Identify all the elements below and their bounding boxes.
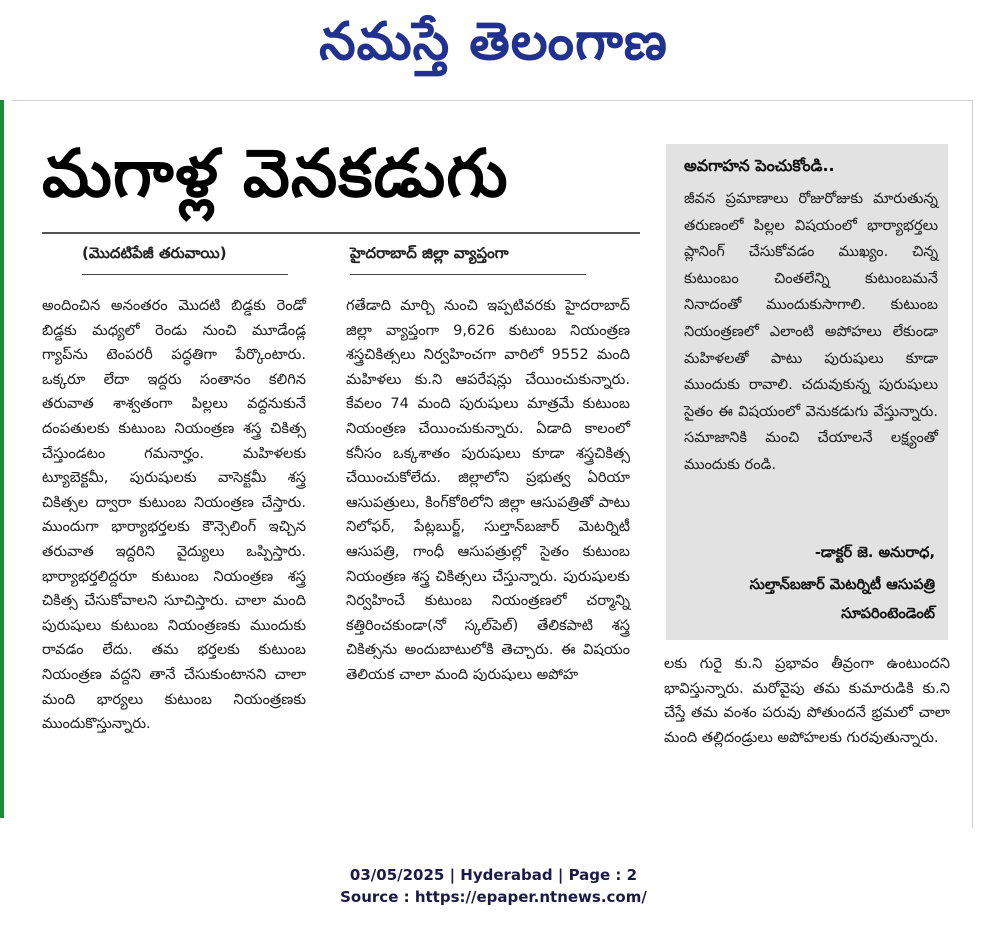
signature-org: సుల్తాన్‌బజార్ మెటర్నిటీ ఆసుపత్రి [749,576,935,593]
signature-role: సూపరింటెండెంట్ [841,605,935,622]
continued-label: (మొదటిపేజీ తరువాయి) [82,244,227,262]
footer-source-line: Source : https://epaper.ntnews.com/ [340,888,647,906]
article-column-3 [664,652,950,750]
masthead [0,2,987,82]
dateline: హైదరాబాద్ జిల్లా వ్యాప్తంగా [350,244,509,262]
right-divider [972,100,973,828]
dateline-underline [350,274,586,275]
continued-underline [82,274,288,275]
sidebar-title: అవగాహన పెంచుకోండి.. [684,156,835,175]
footer-date-line: 03/05/2025 | Hyderabad | Page : 2 [349,866,638,884]
top-divider [12,100,973,101]
sidebar-body: జీవన ప్రమాణాలు రోజురోజుకు మారుతున్న తరుణంలో పిల్లల విషయంలో భార్యాభర్తలు ప్లానింగ్ చేసుకోవడం ముఖ్యం. చిన్న కుటుంబం చింతలేన్ని కుటుంబమనే నినాదంతో ముందుకుసాగాలి. కుటుంబ నియంత్రణలో ఎలాంటి అపోహలు లేకుండా మహిళలతో పాటు పురుషులు కూడా ముందుకు రావాలి. చదువుకున్న పురుషులు సైతం ఈ విషయంలో వెనుకడుగు వేస్తున్నారు. సమాజానికి మంచి చేయాలనే లక్ష్యంతో ముందుకు రండి. [684,190,938,473]
signature-name: -డాక్టర్ జె. అనురాధ, [814,544,935,561]
newspaper-title: నమస్తే తెలంగాణ [319,11,668,72]
article-column-1 [42,294,306,737]
headline-underline [42,232,640,234]
column-2-text: గతేడాది మార్చి నుంచి ఇప్పటివరకు హైదరాబాద్ జిల్లా వ్యాప్తంగా 9,626 కుటుంబ నియంత్రణ శస్త్రచికిత్సలు నిర్వహించగా వారిలో 9552 మంది మహిళలు కు.ని ఆపరేషన్లు చేయించుకున్నారు. కేవలం 74 మంది పురుషులు మాత్రమే కుటుంబ నియంత్రణ చేయించుకున్నారు. ఏడాది కాలంలో కనీసం ఒక్కశాతం పురుషులు కూడా శస్త్రచికిత్స చేయించుకోలేదు. జిల్లాలోని ప్రభుత్వ ఏరియా ఆసుపత్రులు, కింగ్‌కోఠిలోని జిల్లా ఆసుపత్రితో పాటు నిలోఫర్, పేట్లబుర్జ్, సుల్తాన్‌బజార్ మెటర్నిటీ ఆసుపత్రి, గాంధీ ఆసుపత్రుల్లో సైతం కుటుంబ నియంత్రణ శస్త్ర చికిత్సలు చేస్తున్నారు. పురుషులకు నిర్వహించే కుటుంబ నియంత్రణలో చర్మాన్ని కత్తిరించకుండా(నో స్కల్‌పెల్) తేలికపాటి శస్త్ర చికిత్సను అందుబాటులోకి తెచ్చారు. ఈ విషయం తెలియక చాలా మంది పురుషులు అపోహ [346,297,630,683]
column-3-text: లకు గురై కు.ని ప్రభావం తీవ్రంగా ఉంటుందని భావిస్తున్నారు. మరోవైపు తమ కుమారుడికి కు.ని చేస్తే తమ వంశం పరువు పోతుందనే భ్రమలో చాలా మంది తల్లిదండ్రులు అపోహలకు గురవుతున్నారు. [664,655,950,746]
left-edge-rule [0,100,4,818]
article-headline: మగాళ్ల వెనకడుగు [42,135,509,212]
column-1-text: అందించిన అనంతరం మొదటి బిడ్డకు రెండో బిడ్డకు మధ్యలో రెండు నుంచి మూడేండ్ల గ్యాప్‌ను టెంపరరీ పద్ధతిగా పేర్కొంటారు. ఒక్కరూ లేదా ఇద్దరు సంతానం కలిగిన తరువాత శాశ్వతంగా పిల్లలు వద్దనుకునే దంపతులకు కుటుంబ నియంత్రణ శస్త్ర చికిత్స చేస్తుండటం గమనార్హం. మహిళలకు ట్యూబెక్టమీ, పురుషులకు వాసెక్టమీ శస్త్ర చికిత్సల ద్వారా కుటుంబ నియంత్రణ చేస్తారు. ముందుగా భార్యాభర్తలకు కౌన్సెలింగ్ ఇచ్చిన తరువాత ఇద్దరిని వైద్యులు ఒప్పిస్తారు. భార్యాభర్తలిద్దరూ కుటుంబ నియంత్రణ శస్త్ర చికిత్స చేసుకోవాలని సూచిస్తారు. చాలా మంది పురుషులు కుటుంబ నియంత్రణకు ముందుకు రావడం లేదు. తమ భర్తలకు కుటుంబ నియంత్రణ వద్దని తానే చేసుకుంటానని చాలా మంది భార్యలు కుటుంబ నియంత్రణకు ముందుకొస్తున్నారు. [42,297,306,733]
article-column-2 [346,294,630,688]
